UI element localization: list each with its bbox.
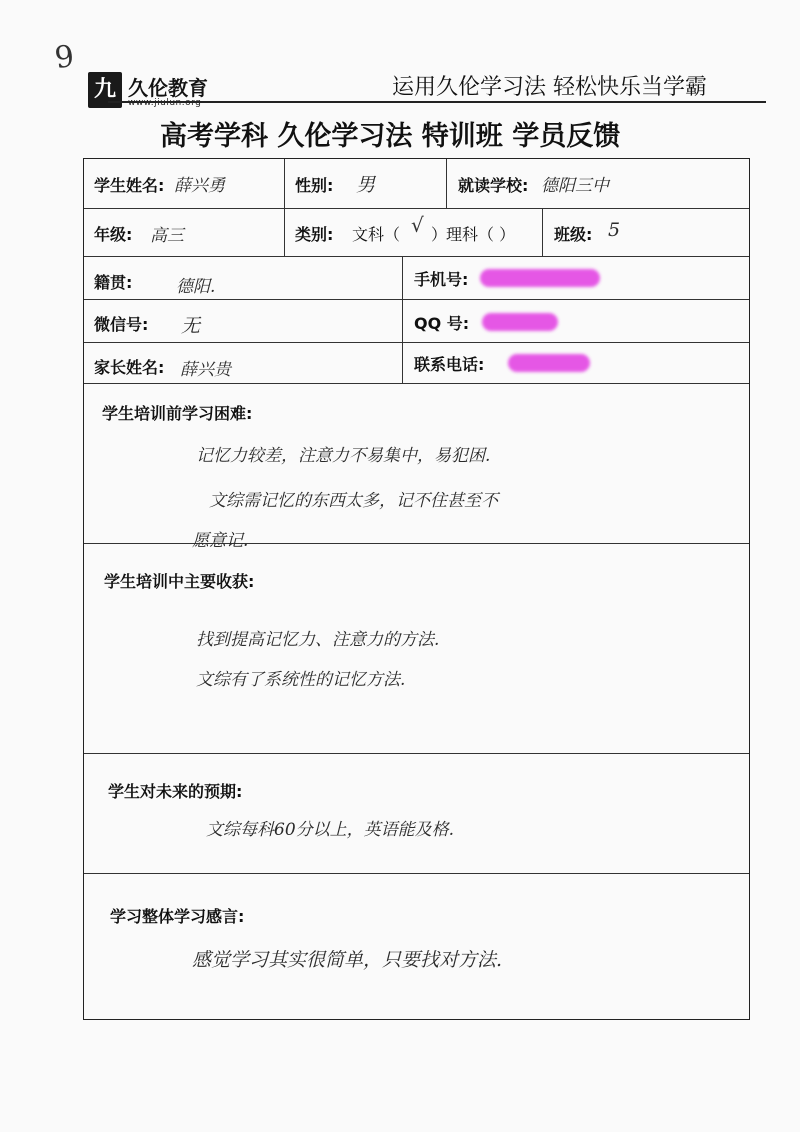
row-divider [84, 256, 749, 257]
reflection-label: 学习整体学习感言: [110, 907, 245, 926]
contact-redaction [508, 354, 590, 372]
difficulties-line-3: 愿意记. [192, 531, 249, 551]
school-label: 就读学校: [458, 176, 529, 195]
gains-line-1: 找到提高记忆力、注意力的方法. [196, 630, 440, 650]
student-name-label: 学生姓名: [94, 176, 165, 195]
gains-label: 学生培训中主要收获: [104, 572, 255, 591]
hometown-value: 德阳. [176, 277, 216, 297]
hometown-label: 籍贯: [94, 273, 133, 292]
student-name-value: 薛兴勇 [174, 176, 225, 196]
parent-name-label: 家长姓名: [94, 358, 165, 377]
arts-option-close: ） [431, 225, 448, 244]
logo-url: www.jiulun.org [128, 98, 202, 108]
row-divider [84, 299, 749, 300]
wechat-value: 无 [181, 315, 201, 337]
gender-value: 男 [356, 174, 376, 196]
parent-name-value: 薛兴贵 [180, 360, 231, 380]
grade-value: 高三 [150, 226, 184, 246]
row-divider [84, 383, 749, 384]
gains-line-2: 文综有了系统性的记忆方法. [196, 670, 406, 690]
row-divider [84, 753, 749, 754]
science-option-label: 理科（ ） [446, 225, 516, 244]
class-value: 5 [608, 219, 621, 241]
slogan: 运用久伦学习法 轻松快乐当学霸 [392, 75, 707, 100]
contact-phone-label: 联系电话: [414, 355, 485, 374]
phone-label: 手机号: [414, 270, 469, 289]
col-divider [402, 256, 403, 383]
expectation-line-1: 文综每科60分以上，英语能及格. [206, 820, 455, 840]
row-divider [84, 873, 749, 874]
phone-redaction [480, 269, 600, 287]
class-label: 班级: [554, 225, 593, 244]
wechat-label: 微信号: [94, 315, 149, 334]
logo-name: 久伦教育 [128, 76, 208, 100]
arts-option-label: 文科（ [352, 225, 401, 244]
expectation-label: 学生对未来的预期: [108, 782, 243, 801]
category-label: 类别: [295, 225, 334, 244]
difficulties-line-1: 记忆力较差，注意力不易集中，易犯困. [196, 446, 491, 466]
row-divider [84, 543, 749, 544]
difficulties-label: 学生培训前学习困难: [102, 404, 253, 423]
page-title: 高考学科 久伦学习法 特训班 学员反馈 [160, 121, 621, 152]
qq-redaction [482, 313, 558, 331]
header-rule [108, 101, 766, 103]
col-divider [284, 208, 285, 256]
difficulties-line-2: 文综需记忆的东西太多，记不住甚至不 [209, 491, 498, 511]
feedback-form [83, 158, 750, 1020]
school-value: 德阳三中 [541, 176, 609, 196]
row-divider [84, 342, 749, 343]
logo-mark-icon: 九 [88, 72, 122, 108]
arts-checkmark: √ [411, 213, 424, 237]
qq-label: QQ 号: [414, 314, 470, 333]
grade-label: 年级: [94, 225, 133, 244]
gender-label: 性别: [295, 176, 334, 195]
col-divider [446, 159, 447, 208]
col-divider [284, 159, 285, 208]
row-divider [84, 208, 749, 209]
jiulun-logo [88, 72, 228, 112]
page-number: 9 [52, 38, 77, 77]
col-divider [542, 208, 543, 256]
reflection-line-1: 感觉学习其实很简单，只要找对方法. [192, 949, 503, 971]
